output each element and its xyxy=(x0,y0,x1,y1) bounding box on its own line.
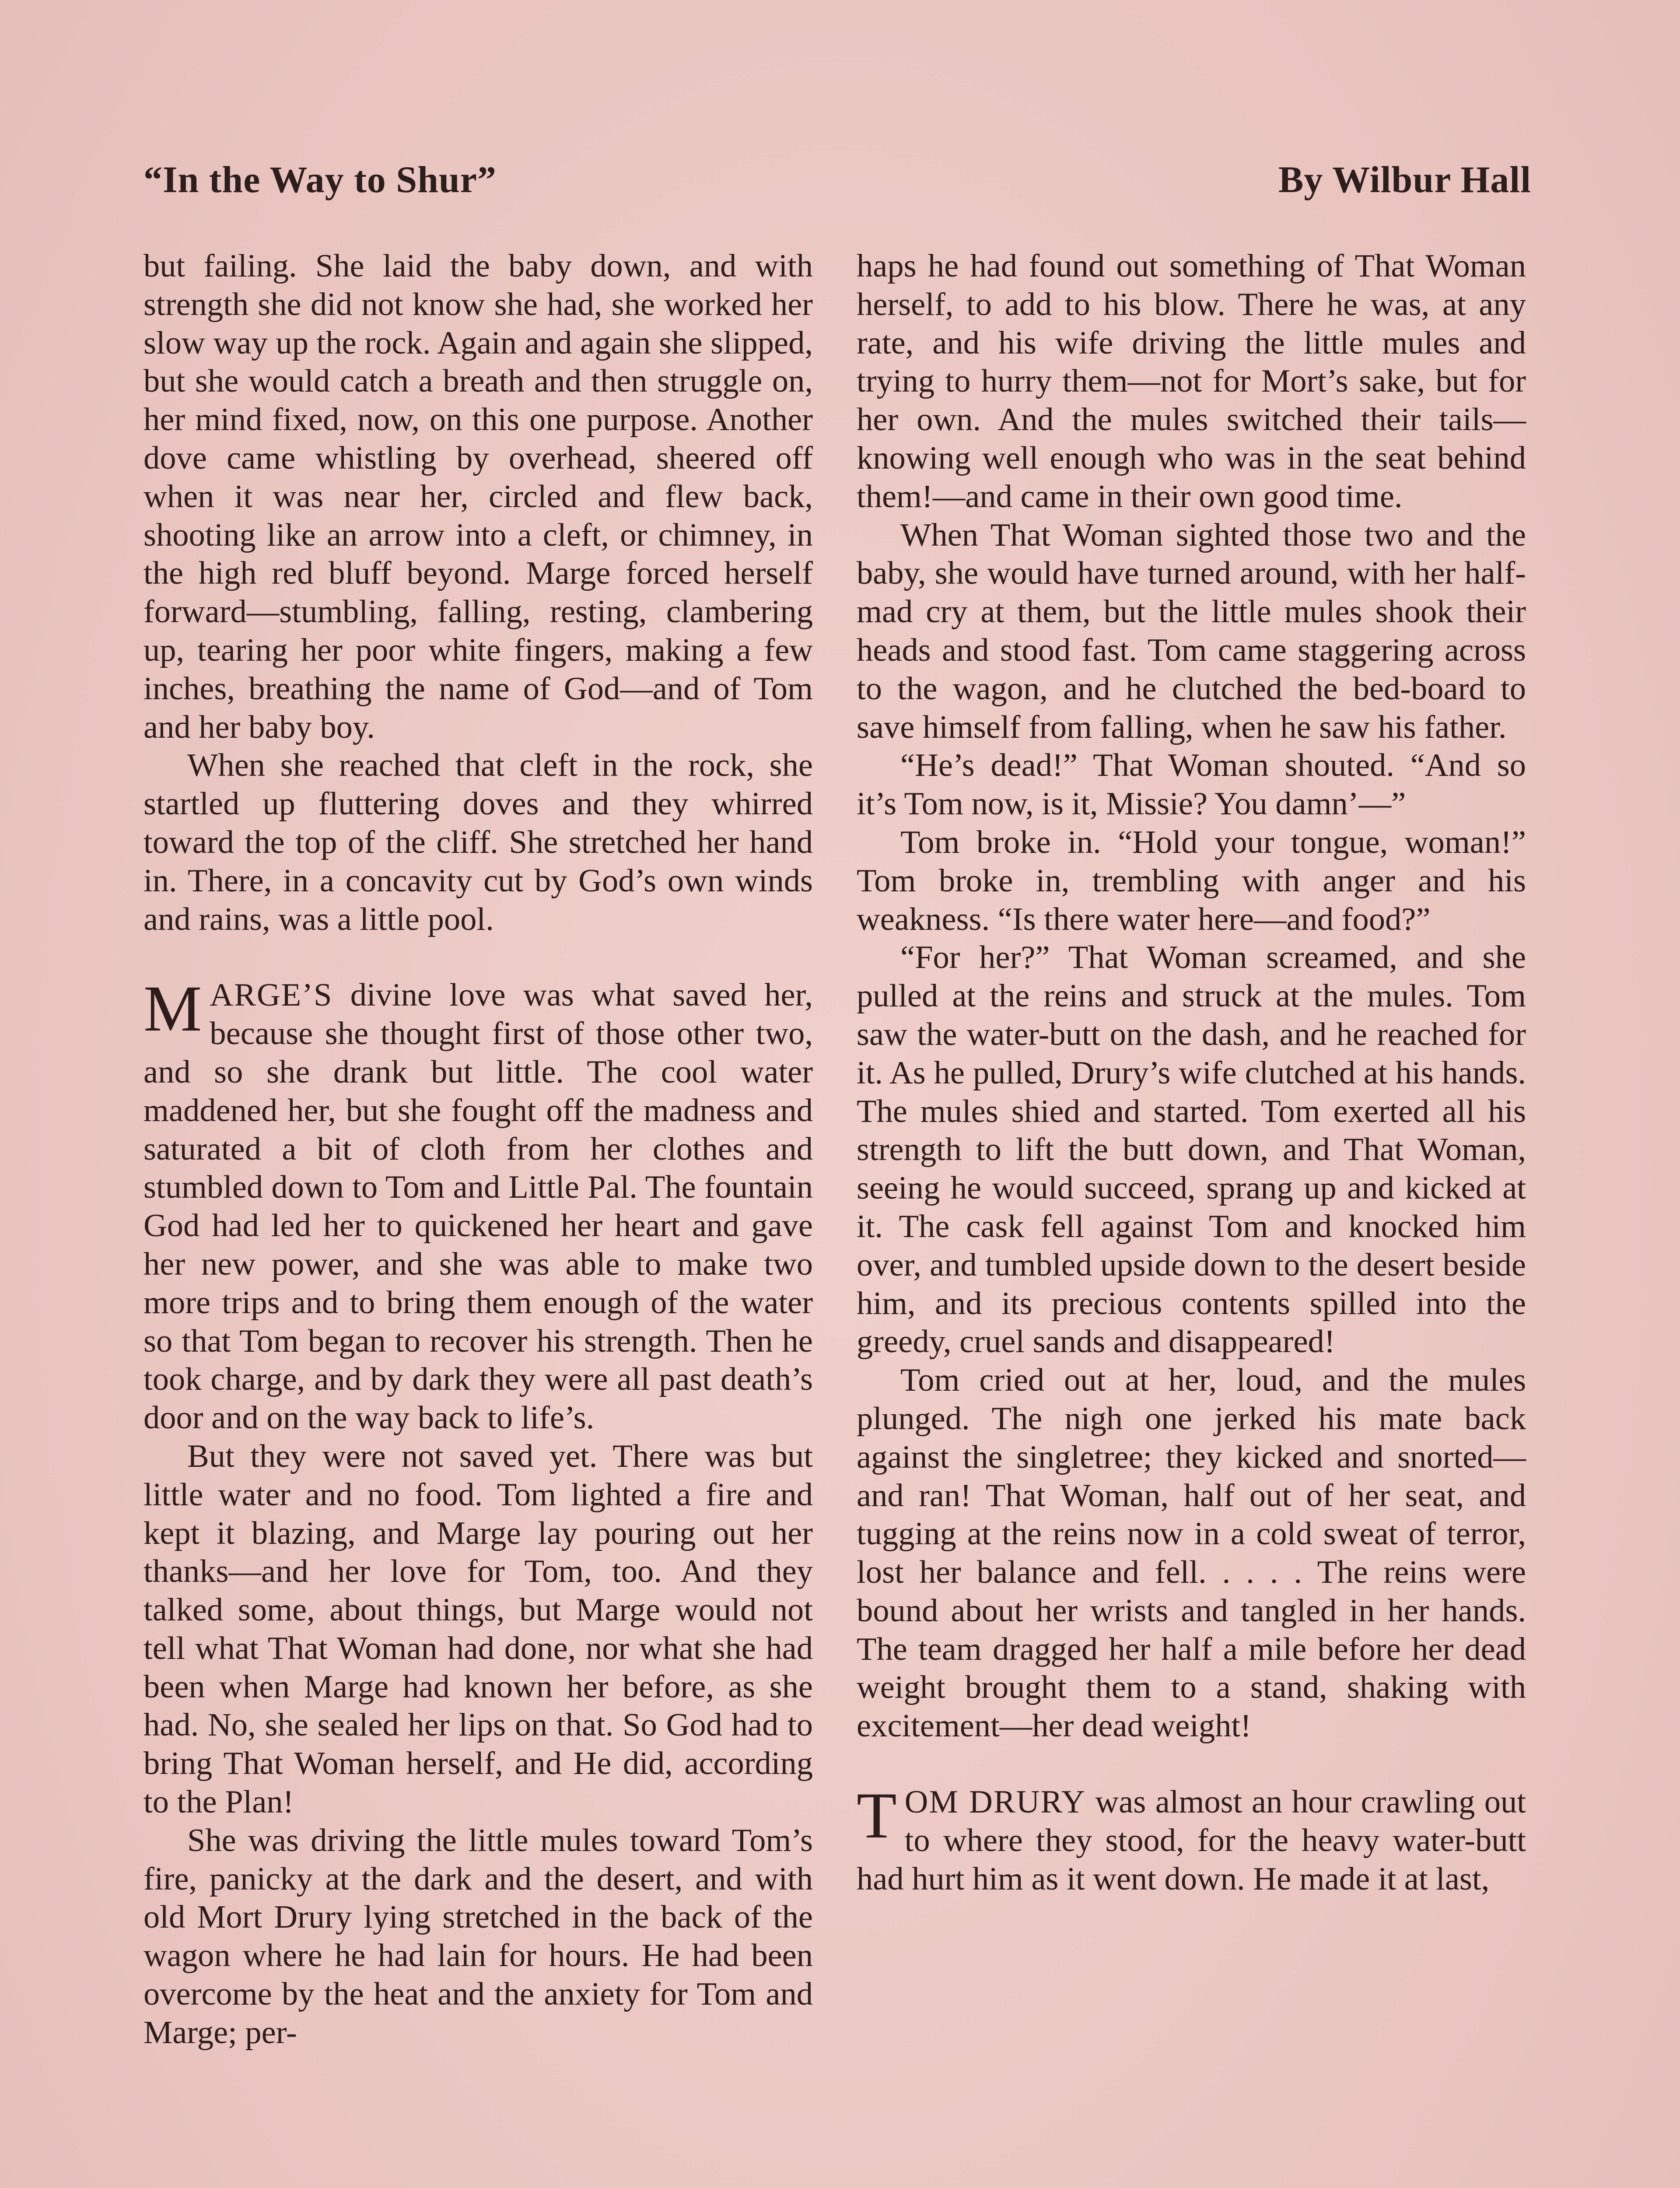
drop-cap: M xyxy=(144,972,202,1045)
section-paragraph xyxy=(144,972,813,1438)
author-byline: By Wilbur Hall xyxy=(1278,158,1531,200)
story-title: “In the Way to Shur” xyxy=(144,158,497,200)
paragraph-text: was almost an hour crawling out to where they stood, for the heavy water-butt had hurt him as it went down. He made it at last, xyxy=(857,1784,1526,1897)
small-caps-lead: ARGE’S xyxy=(210,977,333,1013)
paragraph: Tom cried out at her, loud, and the mules plunged. The nigh one jerked his mate back against the singletree; they kicked and snorted—and ran! That Woman, half out of her seat, and tugging at the reins now in a cold sweat of terror, lost her balance and fell. . . . . The reins were bound about her wrists and tangled in her hands. The team dragged her half a mile before her dead weight brought them to a stand, shaking with excitement—her dead weight! xyxy=(857,1362,1526,1744)
paragraph: But they were not saved yet. There was but little water and no food. Tom lighted a fire and kept it blazing, and Marge lay pouring out her thanks—and her love for Tom, too. And they talked some, about things, but Marge would not tell what That Woman had done, nor what she had been when Marge had known her before, as she had. No, she sealed her lips on that. So God had to bring That Woman herself, and He did, according to the Plan! xyxy=(144,1438,813,1820)
left-column xyxy=(144,247,813,2052)
paragraph: “For her?” That Woman screamed, and she pulled at the reins and struck at the mules. Tom saw the water-butt on the dash, and he reached for it. As he pulled, Drury’s wife clutched at his hands. The mules shied and started. Tom exerted all his strength to lift the butt down, and That Woman, seeing he would succeed, sprang up and kicked at it. The cask fell against Tom and knocked him over, and tumbled upside down to the desert beside him, and its precious contents spilled into the greedy, cruel sands and disappeared! xyxy=(857,940,1526,1360)
paragraph-text: divine love was what saved her, because she thought first of those other two, and so she drank but little. The cool water maddened her, but she fought off the madness and saturated a bit of cloth from her clothes and stumbled down to Tom and Little Pal. The fountain God had led her to quickened her heart and gave her new power, and she was able to make two more trips and to bring them enough of the water so that Tom began to recover his strength. Then he took charge, and by dark they were all past death’s door and on the way back to life’s. xyxy=(144,977,813,1436)
section-paragraph xyxy=(857,1779,1526,1898)
paragraph: haps he had found out something of That Woman herself, to add to his blow. There he was, at any rate, and his wife driving the little mules and trying to hurry them—not for Mort’s sake, but for her own. And the mules switched their tails—knowing well enough who was in the seat behind them!—and came in their own good time. xyxy=(857,248,1526,515)
paragraph: She was driving the little mules toward Tom’s fire, panicky at the dark and the desert, and with old Mort Drury lying stretched in the back of the wagon where he had lain for hours. He had been overcome by the heat and the anxiety for Tom and Marge; per- xyxy=(144,1822,813,2051)
small-caps-lead: OM DRURY xyxy=(904,1784,1086,1820)
drop-cap: T xyxy=(857,1779,897,1852)
running-header xyxy=(144,158,1531,201)
paragraph: “He’s dead!” That Woman shouted. “And so it’s Tom now, is it, Missie? You damn’—” xyxy=(857,747,1526,822)
right-column xyxy=(857,247,1526,1898)
paragraph: When That Woman sighted those two and the baby, she would have turned around, with her half-mad cry at them, but the little mules shook their heads and stood fast. Tom came staggering across to the wagon, and he clutched the bed-board to save himself from falling, when he saw his father. xyxy=(857,517,1526,745)
paragraph: Tom broke in. “Hold your tongue, woman!” Tom broke in, trembling with anger and his weakness. “Is there water here—and food?” xyxy=(857,824,1526,937)
paragraph: When she reached that cleft in the rock, she startled up fluttering doves and they whirred toward the top of the cliff. She stretched her hand in. There, in a concavity cut by God’s own winds and rains, was a little pool. xyxy=(144,747,813,937)
paragraph: but failing. She laid the baby down, and with strength she did not know she had, she worked her slow way up the rock. Again and again she slipped, but she would catch a breath and then struggle on, her mind fixed, now, on this one purpose. Another dove came whistling by overhead, sheered off when it was near her, circled and flew back, shooting like an arrow into a cleft, or chimney, in the high red bluff beyond. Marge forced herself forward—stumbling, falling, resting, clambering up, tearing her poor white fingers, making a few inches, breathing the name of God—and of Tom and her baby boy. xyxy=(144,248,813,745)
